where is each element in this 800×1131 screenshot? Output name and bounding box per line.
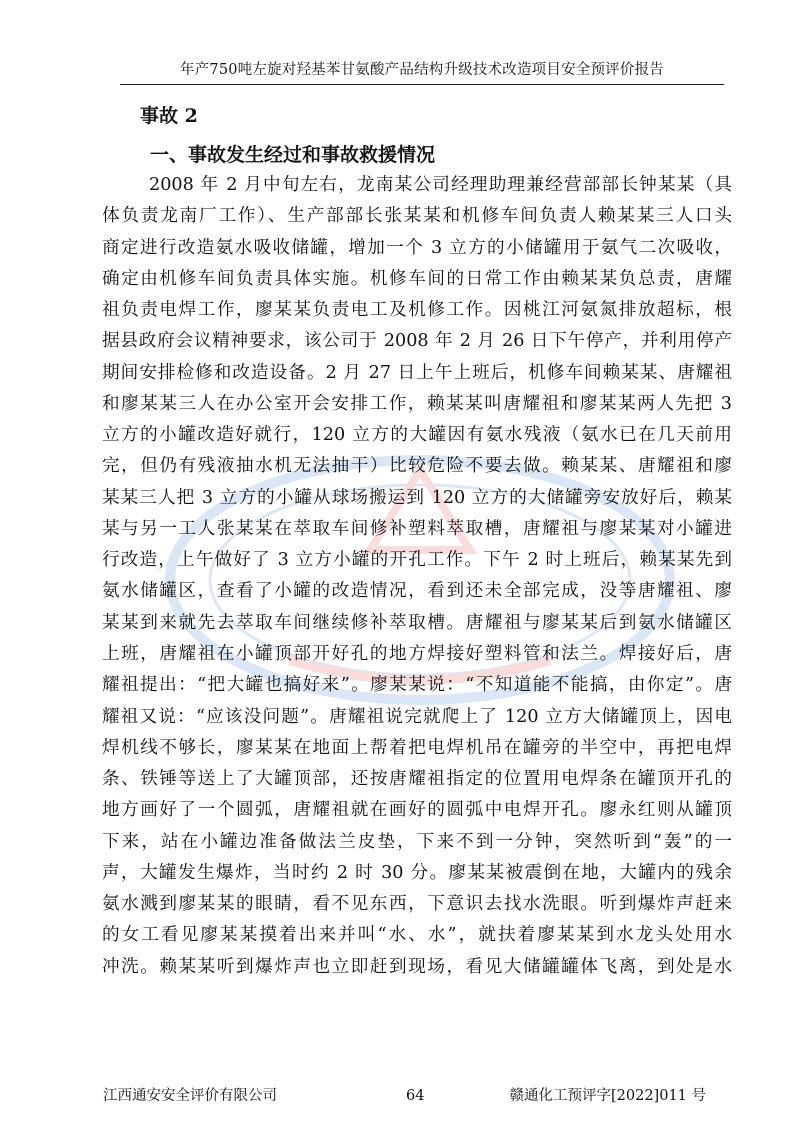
body-line: 立方的小罐改造好就行，120 立方的大罐因有氨水残液（氨水已在几天前用	[102, 425, 732, 446]
body-line: 某某到来就先去萃取车间继续修补萃取槽。唐耀祖与廖某某后到氨水储罐区	[102, 612, 732, 633]
body-line: 地方画好了一个圆弧，唐耀祖就在画好的圆弧中电焊开孔。廖永红则从罐顶	[102, 800, 732, 821]
body-line: 据县政府会议精神要求，该公司于 2008 年 2 月 26 日下午停产，并利用停产	[102, 331, 732, 352]
page-header-title: 年产750吨左旋对羟基苯甘氨酸产品结构升级技术改造项目安全预评价报告	[180, 62, 664, 78]
subsection-title: 一、事故发生经过和事故救援情况	[150, 144, 436, 166]
body-line: 声，大罐发生爆炸，当时约 2 时 30 分。廖某某被震倒在地，大罐内的残余	[102, 862, 732, 883]
body-line: 耀祖又说：“应该没问题”。唐耀祖说完就爬上了 120 立方大储罐顶上，因电	[102, 706, 732, 727]
body-line: 祖负责电焊工作，廖某某负责电工及机修工作。因桃江河氨氮排放超标，根	[102, 300, 732, 321]
body-line: 氨水储罐区，查看了小罐的改造情况，看到还未全部完成，没等唐耀祖、廖	[102, 581, 732, 602]
body-line: 氨水溅到廖某某的眼睛，看不见东西，下意识去找水洗眼。听到爆炸声赶来	[102, 894, 732, 915]
section-title: 事故 2	[140, 105, 198, 127]
footer-report-code: 赣通化工预评字[2022]011 号	[509, 1088, 706, 1104]
body-line: 上班，唐耀祖在小罐顶部开好孔的地方焊接好塑料管和法兰。焊接好后，唐	[102, 643, 732, 664]
body-paragraph	[102, 170, 732, 983]
page-number: 64	[406, 1088, 425, 1104]
body-line: 某与另一工人张某某在萃取车间修补塑料萃取槽，唐耀祖与廖某某对小罐进	[102, 518, 732, 539]
body-line: 完，但仍有残液抽水机无法抽干）比较危险不要去做。赖某某、唐耀祖和廖	[102, 456, 732, 477]
body-line: 期间安排检修和改造设备。2 月 27 日上午上班后，机修车间赖某某、唐耀祖	[102, 362, 732, 383]
body-line: 耀祖提出：“把大罐也搞好来”。廖某某说：“不知道能不能搞，由你定”。唐	[102, 675, 732, 696]
body-line: 下来，站在小罐边准备做法兰皮垫，下来不到一分钟，突然听到“轰”的一	[102, 831, 732, 852]
body-line: 体负责龙南厂工作）、生产部部长张某某和机修车间负责人赖某某三人口头	[102, 206, 732, 227]
body-line: 行改造，上午做好了 3 立方小罐的开孔工作。下午 2 时上班后，赖某某先到	[102, 550, 732, 571]
body-line: 商定进行改造氨水吸收储罐，增加一个 3 立方的小储罐用于氨气二次吸收，	[102, 237, 732, 258]
body-line: 冲洗。赖某某听到爆炸声也立即赶到现场，看见大储罐罐体飞离，到处是水	[102, 956, 732, 977]
body-line: 确定由机修车间负责具体实施。机修车间的日常工作由赖某某负总责，唐耀	[102, 268, 732, 289]
body-line: 焊机线不够长，廖某某在地面上帮着把电焊机吊在罐旁的半空中，再把电焊	[102, 737, 732, 758]
header-divider	[120, 84, 724, 85]
footer-company: 江西通安安全评价有限公司	[103, 1088, 277, 1104]
body-line: 条、铁锤等送上了大罐顶部，还按唐耀祖指定的位置用电焊条在罐顶开孔的	[102, 769, 732, 790]
body-line: 的女工看见廖某某摸着出来并叫“水、水”，就扶着廖某某到水龙头处用水	[102, 925, 732, 946]
body-line: 2008 年 2 月中旬左右，龙南某公司经理助理兼经营部部长钟某某（具	[149, 175, 732, 195]
body-line: 某某三人把 3 立方的小罐从球场搬运到 120 立方的大储罐旁安放好后，赖某	[102, 487, 732, 508]
body-line: 和廖某某三人在办公室开会安排工作，赖某某叫唐耀祖和廖某某两人先把 3	[102, 393, 732, 414]
